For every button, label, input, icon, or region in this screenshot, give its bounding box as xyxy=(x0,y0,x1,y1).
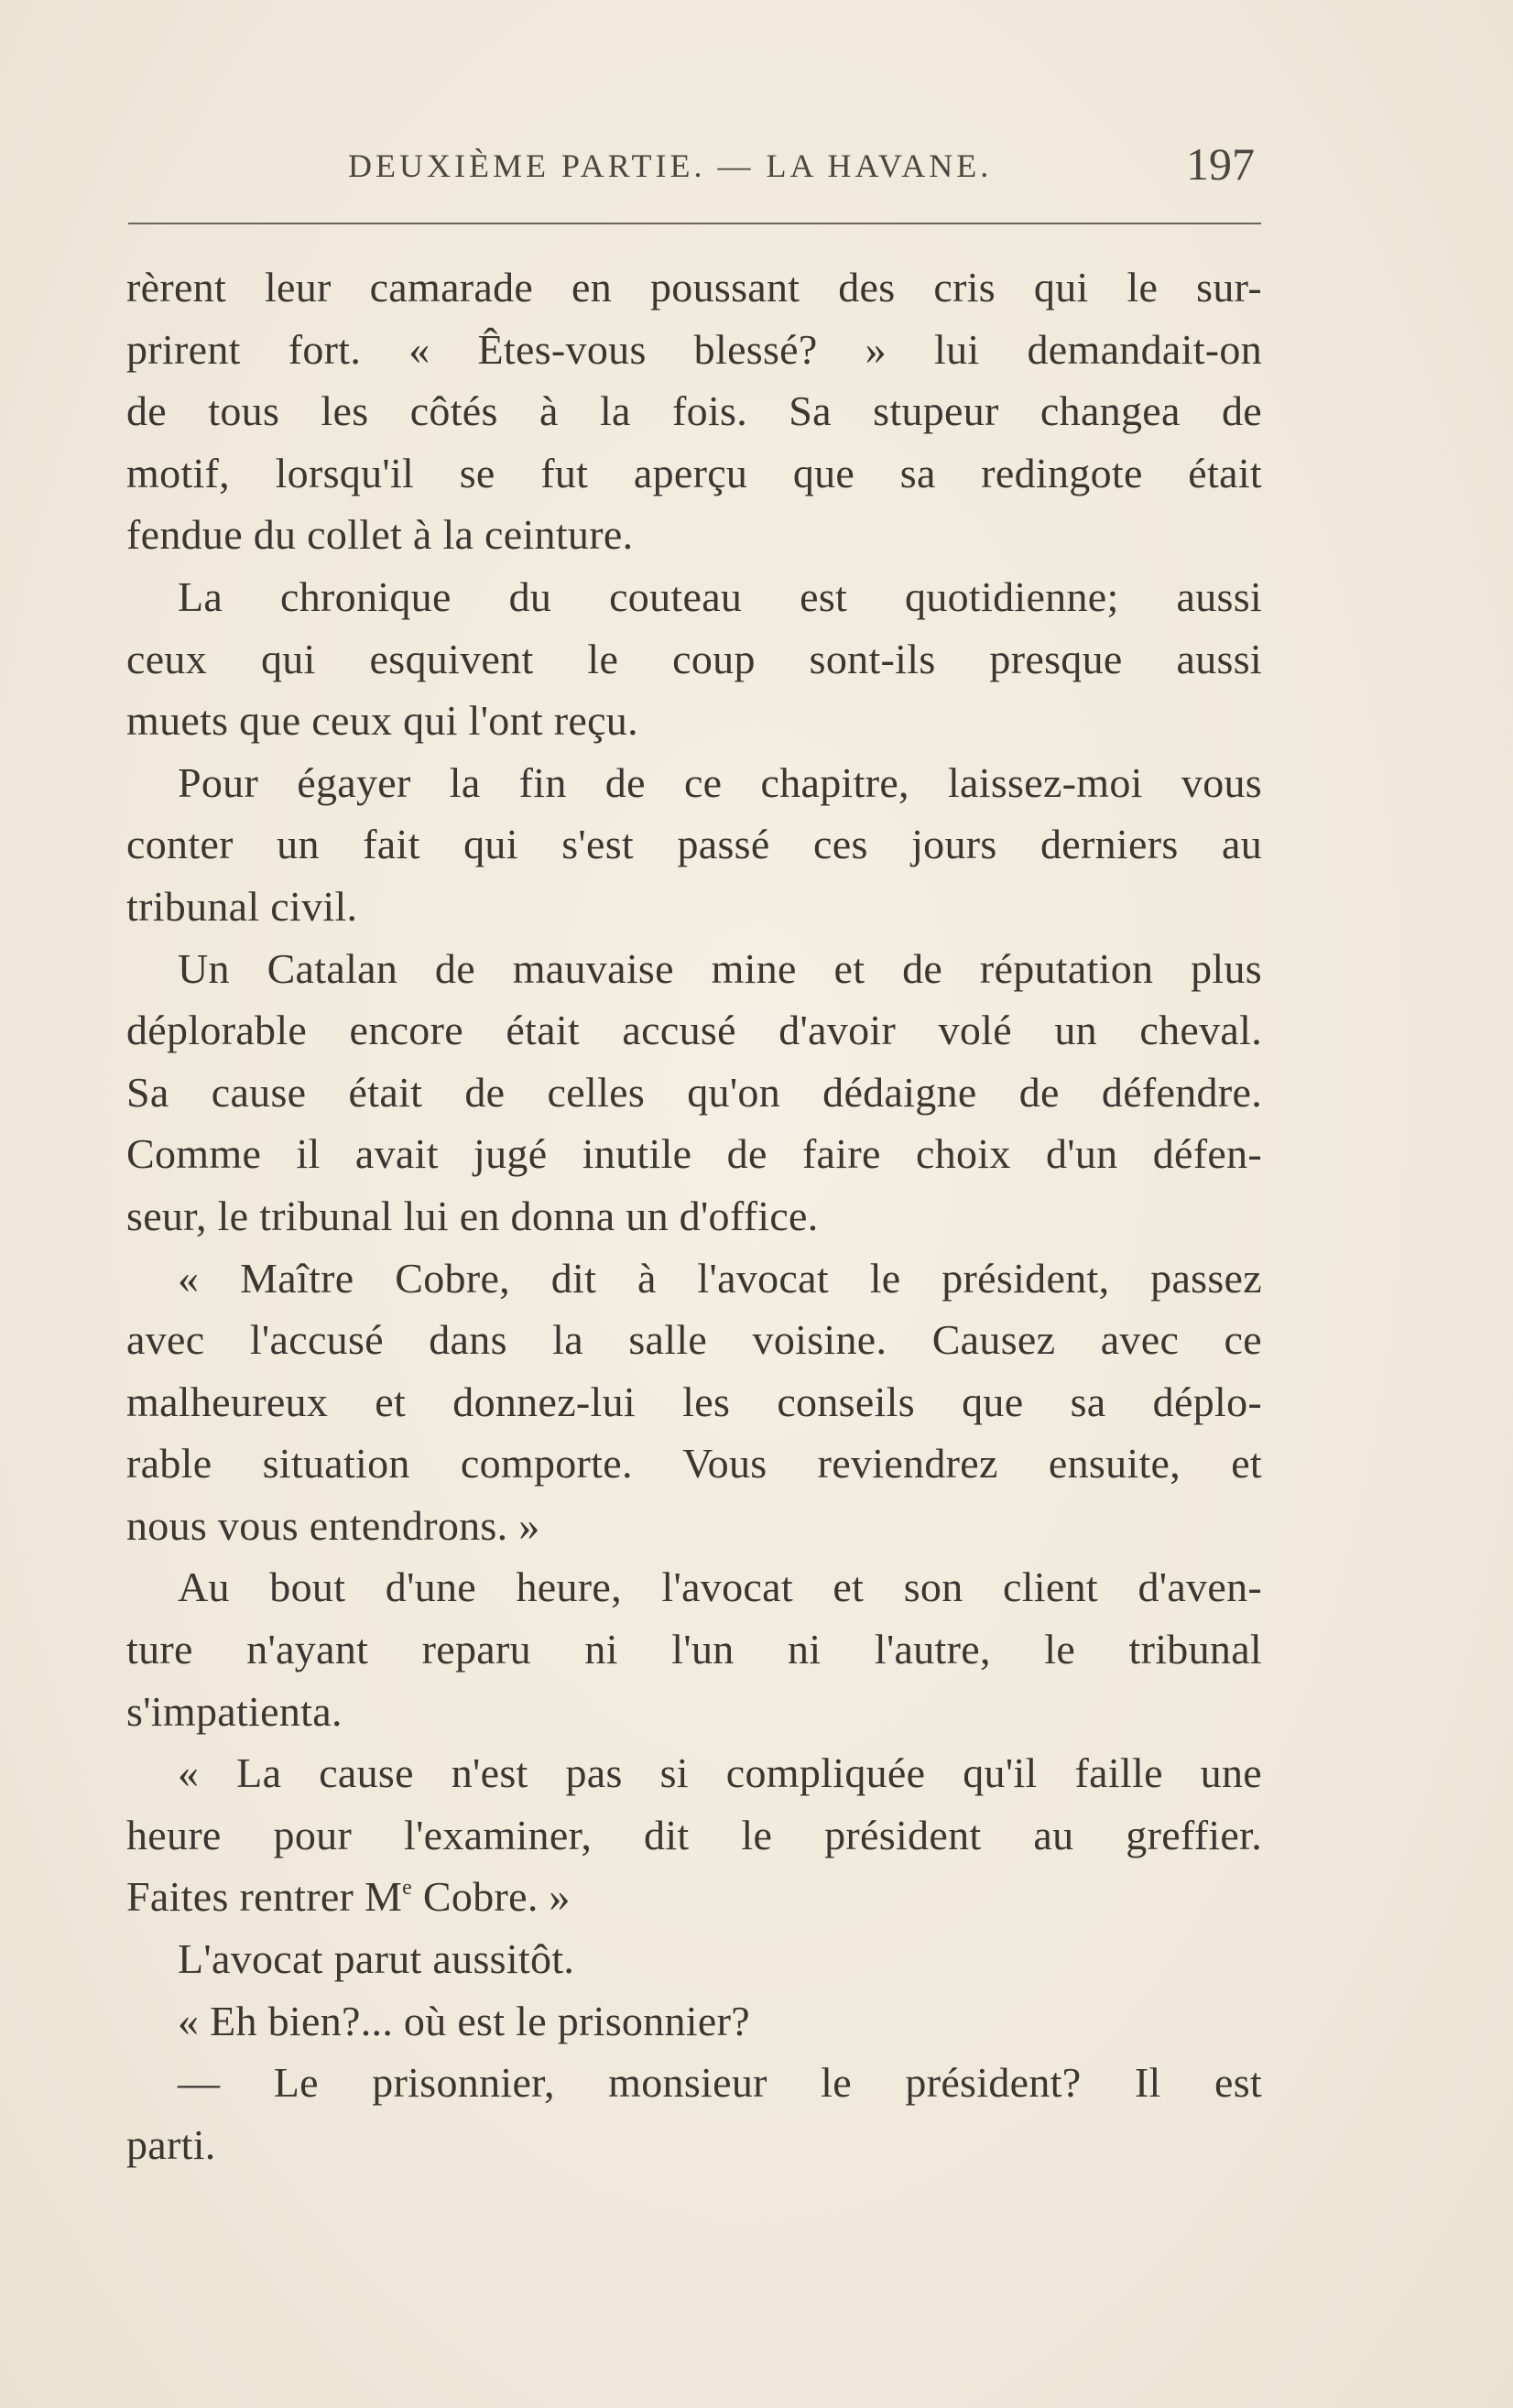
text-line: conter un fait qui s'est passé ces jours derniers au xyxy=(126,821,1262,868)
text-line: « Eh bien?... où est le prisonnier? xyxy=(178,1997,750,2044)
running-head: DEUXIÈME PARTIE. — LA HAVANE. xyxy=(348,147,993,184)
text-line: — Le prisonnier, monsieur le président? Il est xyxy=(178,2059,1262,2107)
text-line: fendue du collet à la ceinture. xyxy=(126,511,634,559)
text-line: nous vous entendrons. » xyxy=(126,1501,540,1549)
text-line: malheureux et donnez-lui les conseils que sa déplo- xyxy=(126,1378,1262,1425)
text-line: avec l'accusé dans la salle voisine. Causez avec ce xyxy=(126,1316,1262,1364)
text-line: muets que ceux qui l'ont reçu. xyxy=(126,697,638,745)
text-line: parti. xyxy=(126,2120,216,2168)
text-line: L'avocat parut aussitôt. xyxy=(178,1935,575,1983)
text-line: tribunal civil. xyxy=(126,882,358,930)
page-number: 197 xyxy=(1186,138,1255,190)
text-line: Un Catalan de mauvaise mine et de réputation plus xyxy=(178,944,1262,992)
text-line xyxy=(126,1866,1262,1928)
text-line: Au bout d'une heure, l'avocat et son client d'aven- xyxy=(178,1564,1262,1611)
text-line: rèrent leur camarade en poussant des cris qui le sur- xyxy=(126,264,1262,311)
text-line: Sa cause était de celles qu'on dédaigne de défendre. xyxy=(126,1068,1262,1116)
text-line: s'impatienta. xyxy=(126,1687,343,1735)
text-line: ceux qui esquivent le coup sont-ils presque aussi xyxy=(126,635,1262,682)
body-text xyxy=(126,256,1262,2175)
text-line: « Maître Cobre, dit à l'avocat le président, passez xyxy=(178,1254,1262,1302)
text-line: de tous les côtés à la fois. Sa stupeur changea de xyxy=(126,387,1262,435)
header-rule xyxy=(128,223,1261,224)
text-line: La chronique du couteau est quotidienne; aussi xyxy=(178,572,1262,620)
superscript: e xyxy=(402,1876,413,1901)
text-line: Comme il avait jugé inutile de faire choix d'un défen- xyxy=(126,1130,1262,1178)
text-line: ture n'ayant reparu ni l'un ni l'autre, le tribunal xyxy=(126,1626,1262,1673)
text-fragment: Cobre. » xyxy=(412,1873,571,1921)
text-line: motif, lorsqu'il se fut aperçu que sa redingote était xyxy=(126,449,1262,496)
text-line: heure pour l'examiner, dit le président au greffier. xyxy=(126,1811,1262,1858)
page-header xyxy=(128,137,1264,202)
text-fragment: Faites rentrer M xyxy=(126,1873,403,1921)
text-line: prirent fort. « Êtes-vous blessé? » lui demandait-on xyxy=(126,325,1262,373)
text-line: seur, le tribunal lui en donna un d'office. xyxy=(126,1192,819,1239)
text-line: « La cause n'est pas si compliquée qu'il faille une xyxy=(178,1749,1262,1797)
text-line: rable situation comporte. Vous reviendrez ensuite, et xyxy=(126,1440,1262,1487)
text-line: Pour égayer la fin de ce chapitre, laissez-moi vous xyxy=(178,758,1262,806)
text-line: déplorable encore était accusé d'avoir volé un cheval. xyxy=(126,1007,1262,1054)
